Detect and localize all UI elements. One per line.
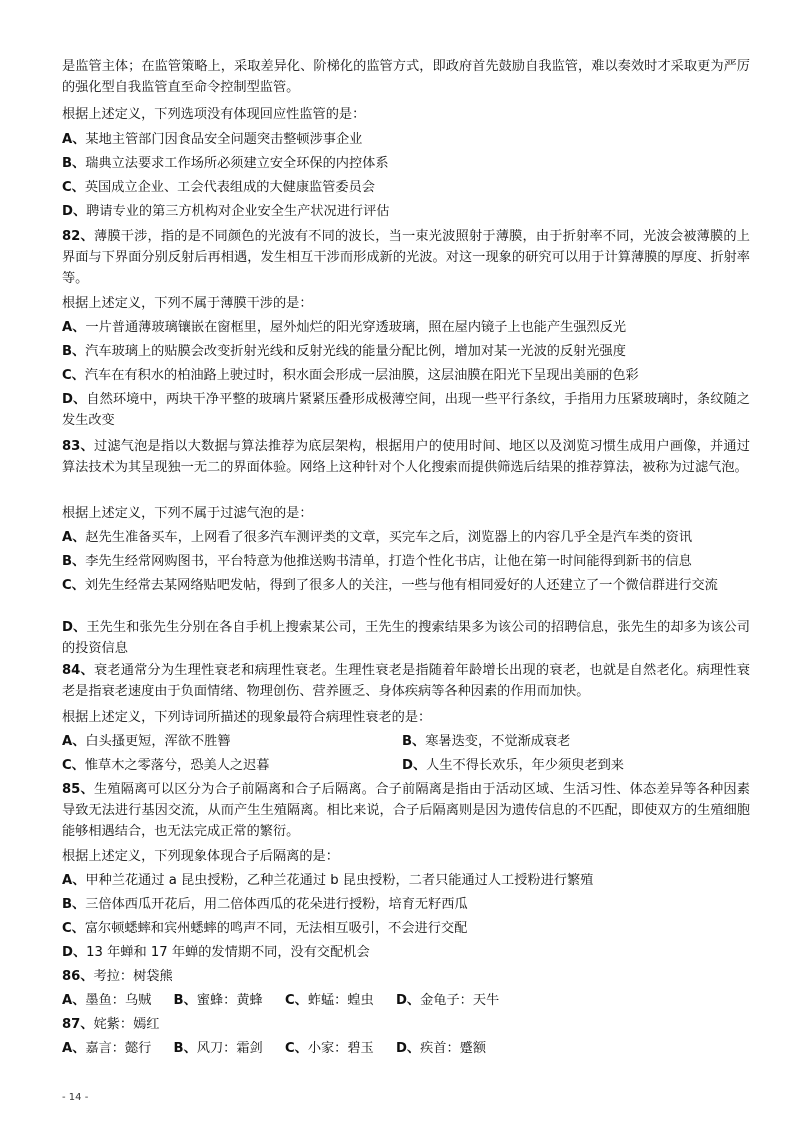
question-83-option-b: B、李先生经常网购图书，平台特意为他推送购书清单，打造个性化书店，让他在第一时间能得到新书的信息 (62, 554, 692, 569)
question-84-options-row-2 (62, 755, 750, 776)
question-84-option-b: B、寒暑迭变，不觉渐成衰老 (402, 734, 571, 749)
question-85-option-b: B、三倍体西瓜开花后，用二倍体西瓜的花朵进行授粉，培育无籽西瓜 (62, 897, 468, 912)
question-83-option-c: C、刘先生经常去某网络贴吧发帖，得到了很多人的关注，一些与他有相同爱好的人还建立了一个微信群进行交流 (62, 578, 718, 593)
question-84-option-c: C、惟草木之零落兮，恐美人之迟暮 (62, 758, 270, 773)
intro-continuation: 是监管主体；在监管策略上，采取差异化、阶梯化的监管方式，即政府首先鼓励自我监管，难以奏效时才采取更为严厉的强化型自我监管直至命令控制型监管。 (62, 59, 750, 95)
question-87-option-d: D、疾首：蹙额 (395, 1041, 487, 1056)
question-86-option-c: C、蚱蜢：蝗虫 (284, 993, 374, 1008)
question-85-stem: 85、生殖隔离可以区分为合子前隔离和合子后隔离。合子前隔离是指由于活动区域、生活习性、体态差异等各种因素导致无法进行基因交流，从而产生生殖隔离。相比来说，合子后隔离则是因为遗传信息的不匹配，即使双方的生殖细胞能够相遇结合，也无法完成正常的繁衍。 (62, 782, 750, 839)
question-87-options (62, 1038, 750, 1059)
intro-option-a: A、某地主管部门因食品安全问题突击整顿涉事企业 (62, 132, 363, 147)
question-82-stem: 82、薄膜干涉，指的是不同颜色的光波有不同的波长，当一束光波照射于薄膜，由于折射率不同，光波会被薄膜的上界面与下界面分别反射后再相遇，发生相互干涉而形成新的光波。对这一现象的研究可以用于计算薄膜的厚度、折射率等。 (62, 229, 750, 286)
question-86-options (62, 990, 750, 1011)
question-86-option-b: B、蜜蜂：黄蜂 (173, 993, 263, 1008)
question-83-stem: 83、过滤气泡是指以大数据与算法推荐为底层架构，根据用户的使用时间、地区以及浏览习惯生成用户画像，并通过算法技术为其呈现独一无二的界面体验。网络上这种针对个人化搜索而提供筛选后结果的推荐算法，被称为过滤气泡。 (62, 439, 750, 475)
question-87-option-c: C、小家：碧玉 (284, 1041, 374, 1056)
question-85-option-d: D、13 年蝉和 17 年蝉的发情期不同，没有交配机会 (62, 945, 370, 960)
question-83-prompt: 根据上述定义，下列不属于过滤气泡的是： (62, 506, 313, 521)
question-84-prompt: 根据上述定义，下列诗词所描述的现象最符合病理性衰老的是： (62, 710, 432, 725)
intro-option-b: B、瑞典立法要求工作场所必须建立安全环保的内控体系 (62, 156, 389, 171)
question-82-option-c: C、汽车在有积水的柏油路上驶过时，积水面会形成一层油膜，这层油膜在阳光下呈现出美丽的色彩 (62, 368, 639, 383)
question-86-option-a: A、墨鱼：乌贼 (62, 993, 152, 1008)
question-85-prompt: 根据上述定义，下列现象体现合子后隔离的是： (62, 849, 339, 864)
question-82-option-d: D、自然环境中，两块干净平整的玻璃片紧紧压叠形成极薄空间，出现一些平行条纹，手指用力压紧玻璃时，条纹随之发生改变 (62, 392, 750, 428)
question-86-stem: 86、考拉：树袋熊 (62, 969, 173, 984)
intro-prompt: 根据上述定义，下列选项没有体现回应性监管的是： (62, 107, 366, 122)
question-82-option-a: A、一片普通薄玻璃镶嵌在窗框里，屋外灿烂的阳光穿透玻璃，照在屋内镜子上也能产生强烈反光 (62, 320, 627, 335)
question-83-option-a: A、赵先生准备买车，上网看了很多汽车测评类的文章，买完车之后，浏览器上的内容几乎全是汽车类的资讯 (62, 530, 693, 545)
question-87-option-a: A、嘉言：懿行 (62, 1041, 152, 1056)
question-87-stem: 87、姹紫：嫣红 (62, 1017, 160, 1032)
question-84-options-row-1 (62, 731, 750, 752)
question-84-stem: 84、衰老通常分为生理性衰老和病理性衰老。生理性衰老是指随着年龄增长出现的衰老，也就是自然老化。病理性衰老是指衰老速度由于负面情绪、物理创伤、营养匮乏、身体疾病等各种因素的作用而加快。 (62, 663, 750, 699)
intro-option-d: D、聘请专业的第三方机构对企业安全生产状况进行评估 (62, 204, 390, 219)
question-83-option-d: D、王先生和张先生分别在各自手机上搜索某公司，王先生的搜索结果多为该公司的招聘信息，张先生的却多为该公司的投资信息 (62, 620, 750, 656)
question-82-prompt: 根据上述定义，下列不属于薄膜干涉的是： (62, 296, 313, 311)
question-84-option-d: D、人生不得长欢乐，年少须臾老到来 (402, 758, 624, 773)
page-number: - 14 - (62, 1092, 89, 1103)
question-85-option-c: C、富尔顿蟋蟀和宾州蟋蟀的鸣声不同，无法相互吸引，不会进行交配 (62, 921, 468, 936)
question-86-option-d: D、金龟子：天牛 (395, 993, 500, 1008)
intro-option-c: C、英国成立企业、工会代表组成的大健康监管委员会 (62, 180, 375, 195)
question-82-option-b: B、汽车玻璃上的贴膜会改变折射光线和反射光线的能量分配比例，增加对某一光波的反射光强度 (62, 344, 626, 359)
question-84-option-a: A、白头搔更短，浑欲不胜簪 (62, 734, 231, 749)
question-87-option-b: B、风刀：霜剑 (173, 1041, 263, 1056)
question-85-option-a: A、甲种兰花通过 a 昆虫授粉，乙种兰花通过 b 昆虫授粉，二者只能通过人工授粉进行繁殖 (62, 873, 594, 888)
